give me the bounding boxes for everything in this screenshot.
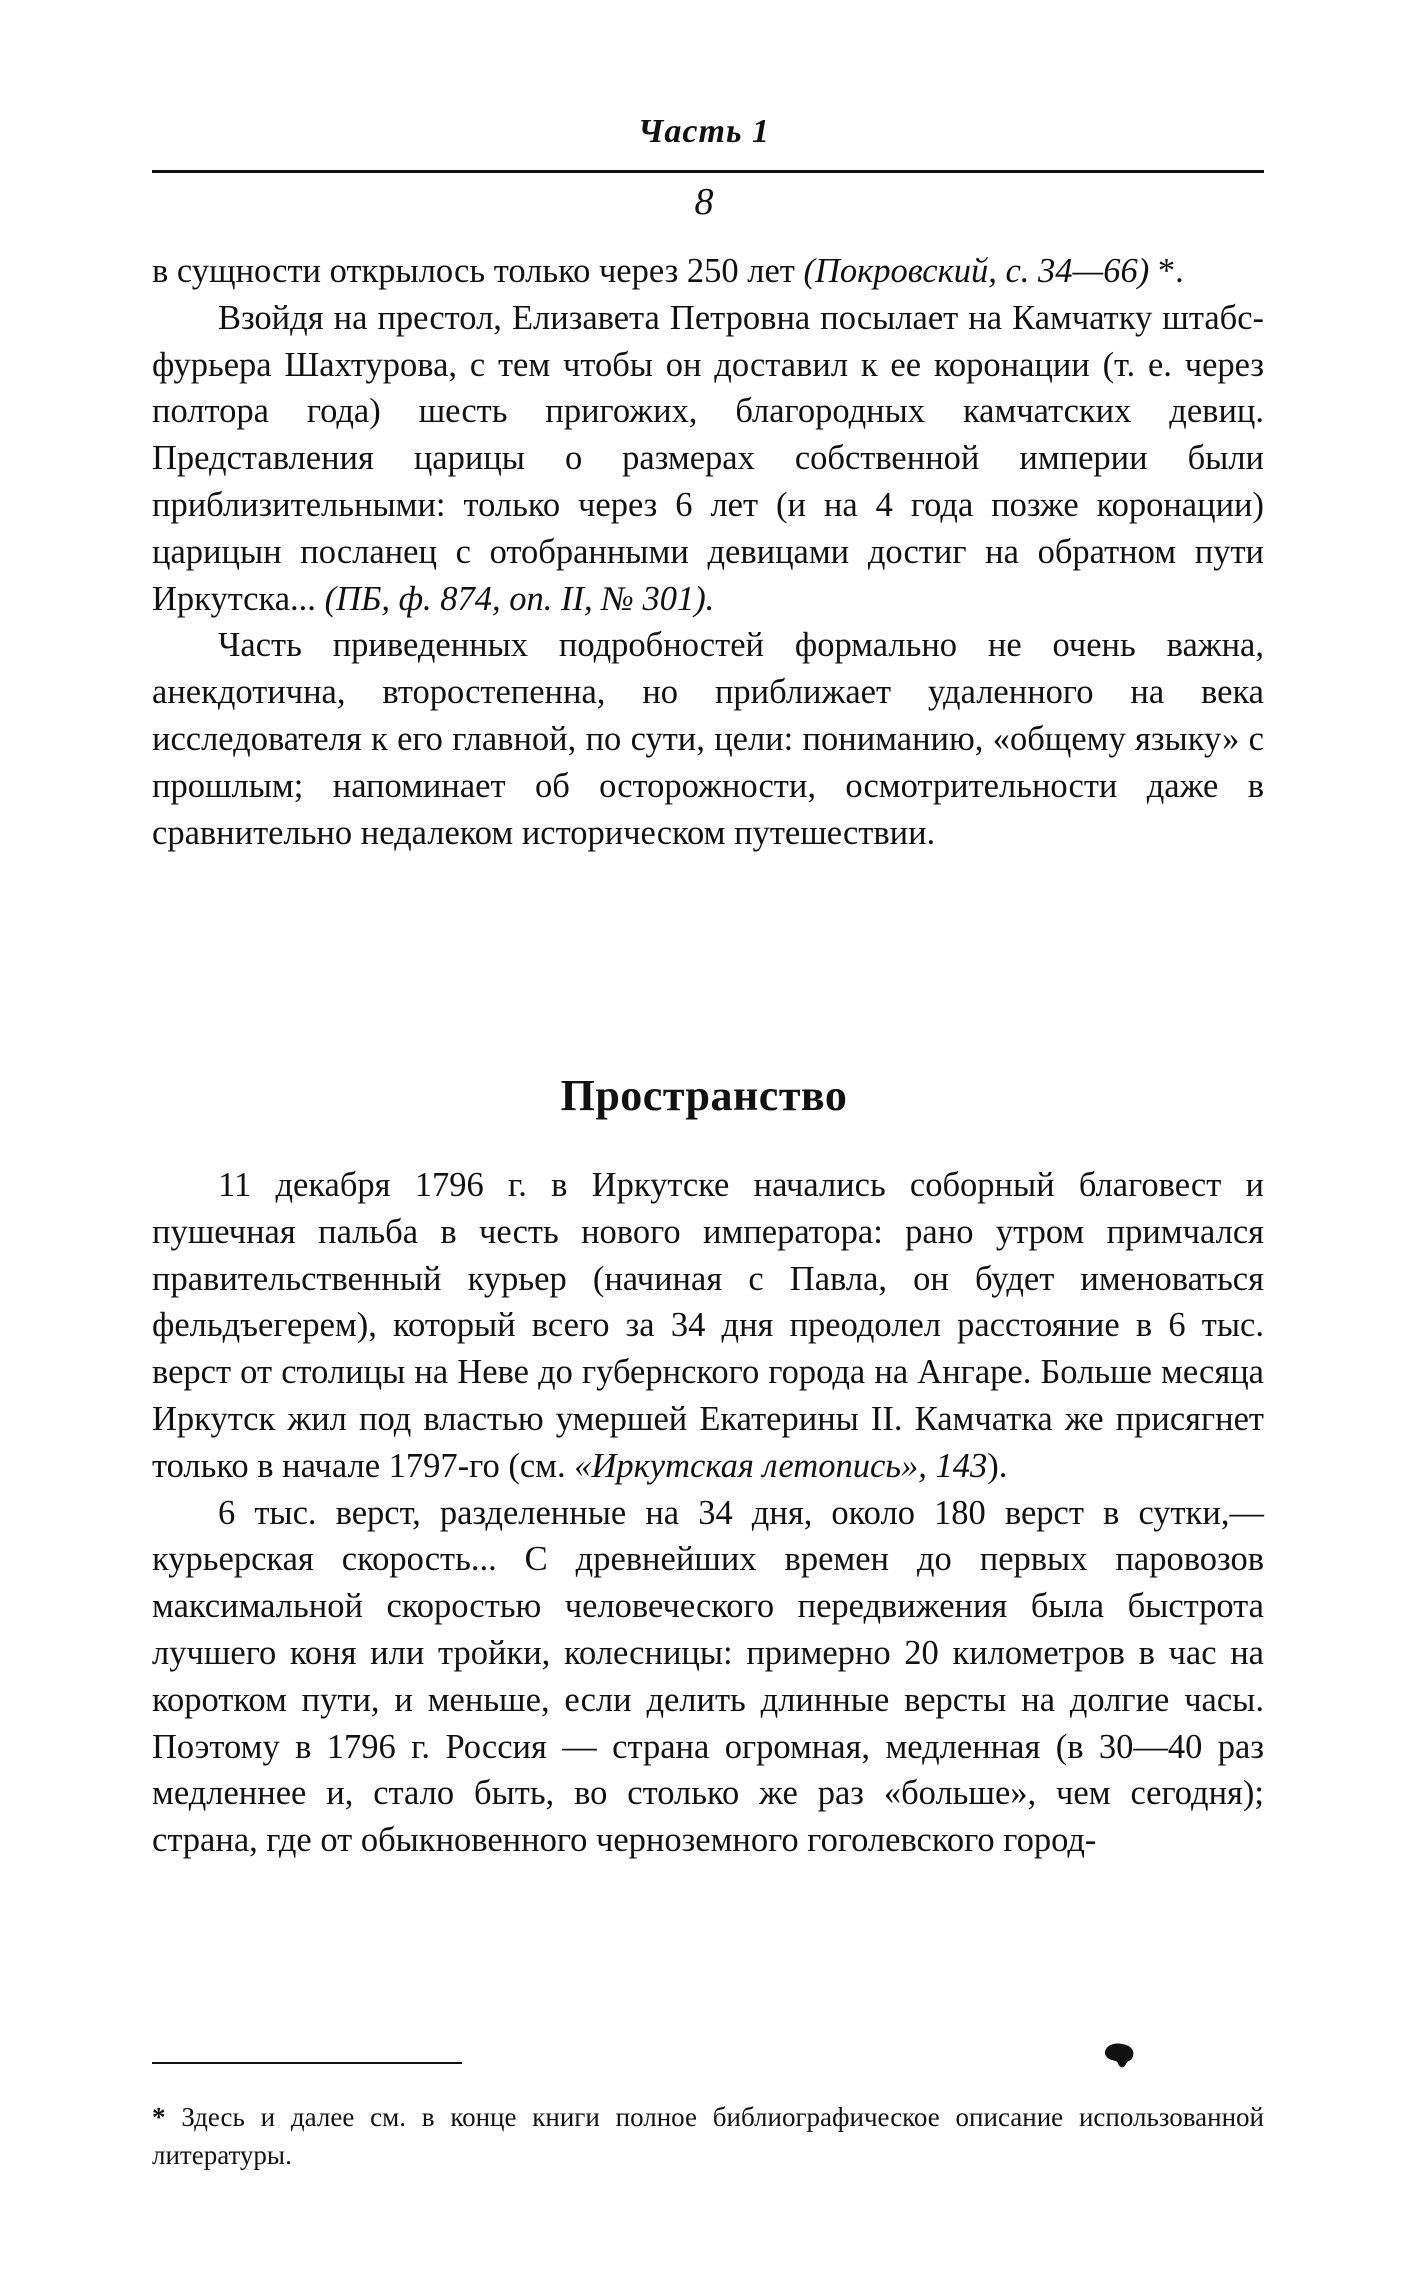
paragraph-text: 6 тыс. верст, разделенные на 34 дня, около 180 верст в сутки,— курьерская скорость... С древнейших времен до первых паровозов максимальной скоростью человеческого передвижения была быстрота лучшего коня или тройки, колесницы: примерно 20 километров в час на коротком пути, и меньше, если делить длинные версты на долгие часы. Поэтому в 1796 г. Россия — страна огромная, медленная (в 30—40 раз медленнее и, стало быть, во столько же раз «больше», чем сегодня); страна, где от обыкновенного черноземного гоголевского город-	[152, 1493, 1264, 1860]
paragraph	[152, 622, 1264, 856]
paragraph-tail: ).	[987, 1446, 1008, 1485]
paragraph-text: в сущности открылось только через 250 лет	[152, 252, 804, 290]
paragraph	[152, 1490, 1264, 1864]
footnote	[152, 2098, 1264, 2174]
paragraph	[152, 1162, 1264, 1490]
citation: (ПБ, ф. 874, оп. II, № 301).	[324, 579, 715, 618]
citation: (Покровский, с. 34—66)	[803, 252, 1150, 290]
footnote-divider	[152, 2062, 462, 2064]
running-header: Часть 1	[637, 113, 770, 150]
footnote-text: Здесь и далее см. в конце книги полное библиографическое описание использованной литературы.	[152, 2102, 1264, 2170]
header-divider	[152, 170, 1264, 173]
ink-blot-mark	[1102, 2040, 1136, 2070]
footnote-mark: *	[152, 2102, 166, 2132]
paragraph	[152, 295, 1264, 623]
text-block-bottom	[152, 1162, 1264, 1864]
page-number: 8	[694, 181, 714, 223]
section-heading: Пространство	[560, 1071, 848, 1120]
text-block-top	[152, 248, 1264, 856]
footnote-reference: *.	[1149, 252, 1184, 290]
citation: «Иркутская летопись», 143	[574, 1446, 988, 1485]
paragraph-text: Взойдя на престол, Елизавета Петровна посылает на Камчатку штабс-фурьера Шахтурова, с тем чтобы он доставил к ее коронации (т. е. через полтора года) шесть пригожих, благородных камчатских девиц. Представления царицы о размерах собственной империи были приблизительными: только через 6 лет (и на 4 года позже коронации) царицын посланец с отобранными девицами достиг на обратном пути Иркутска...	[152, 298, 1264, 618]
paragraph	[152, 248, 1264, 295]
paragraph-text: 11 декабря 1796 г. в Иркутске начались соборный благовест и пушечная пальба в честь нового императора: рано утром примчался правительственный курьер (начиная с Павла, он будет именоваться фельдъегерем), который всего за 34 дня преодолел расстояние в 6 тыс. верст от столицы на Неве до губернского города на Ангаре. Больше месяца Иркутск жил под властью умершей Екатерины II. Камчатка же присягнет только в начале 1797-го (см.	[152, 1166, 1264, 1485]
paragraph-text: Часть приведенных подробностей формально не очень важна, анекдотична, второстепенна, но приближает удаленного на века исследователя к его главной, по сути, цели: пониманию, «общему языку» с прошлым; напоминает об осторожности, осмотрительности даже в сравнительно недалеком историческом путешествии.	[152, 626, 1264, 852]
